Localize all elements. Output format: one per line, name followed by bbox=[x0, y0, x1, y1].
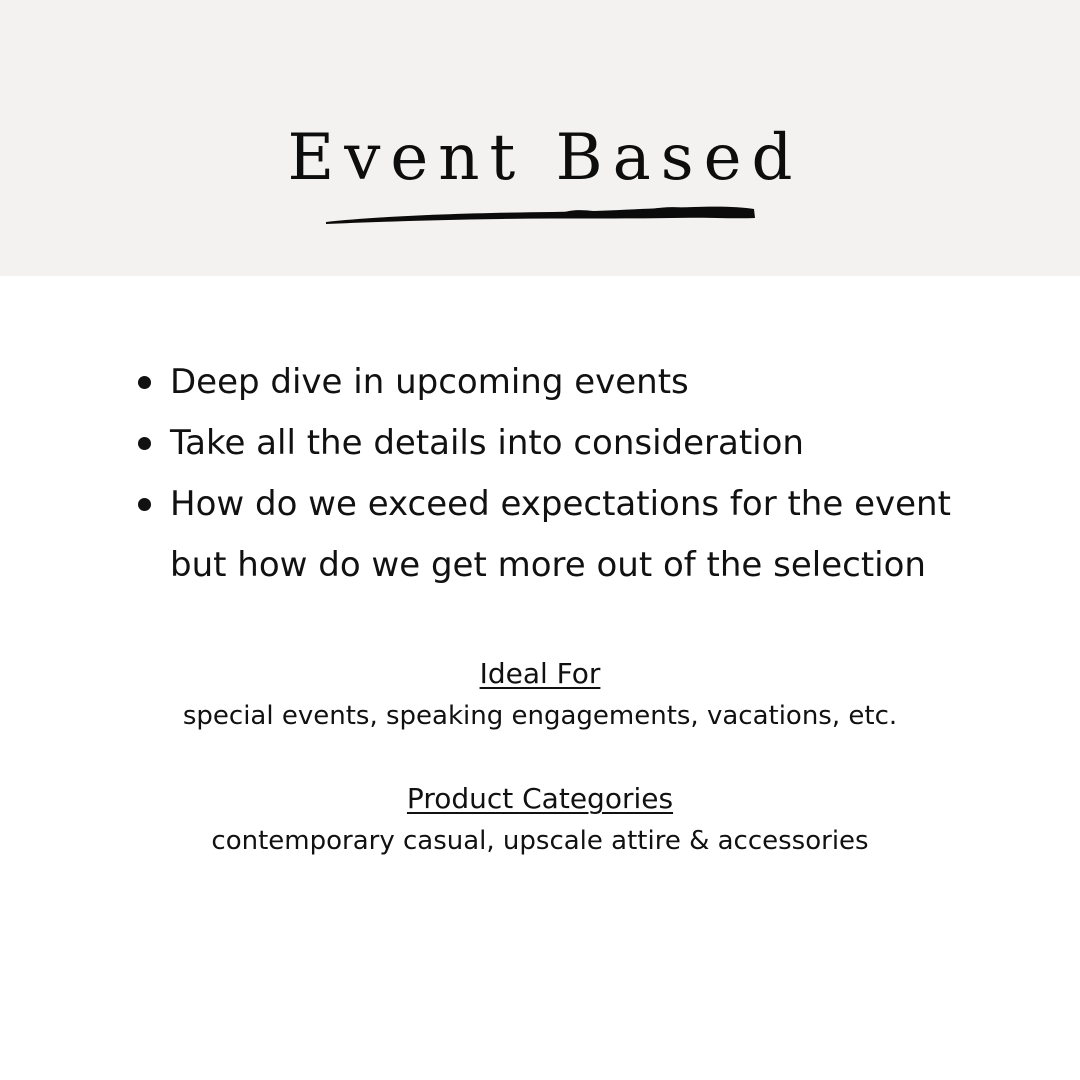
list-item bbox=[135, 474, 995, 596]
bullet-dot-icon bbox=[138, 437, 151, 450]
bullet-text: Deep dive in upcoming events bbox=[170, 362, 689, 402]
ideal-for-heading: Ideal For bbox=[479, 657, 601, 690]
bullet-text: How do we exceed expectations for the event but how do we get more out of the selection bbox=[170, 484, 951, 585]
product-categories-section bbox=[0, 781, 1080, 859]
bullet-dot-icon bbox=[138, 498, 151, 511]
list-item bbox=[135, 413, 995, 474]
bullet-list bbox=[135, 352, 995, 596]
ideal-for-text: special events, speaking engagements, vacations, etc. bbox=[182, 701, 898, 731]
product-categories-text: contemporary casual, upscale attire & accessories bbox=[211, 826, 869, 856]
product-categories-heading: Product Categories bbox=[406, 782, 674, 815]
ideal-for-section bbox=[0, 656, 1080, 734]
bullet-text: Take all the details into consideration bbox=[170, 423, 804, 463]
list-item bbox=[135, 352, 995, 413]
page-title: Event Based bbox=[287, 121, 803, 195]
bullet-dot-icon bbox=[138, 376, 151, 389]
brush-stroke-underline bbox=[322, 200, 758, 228]
